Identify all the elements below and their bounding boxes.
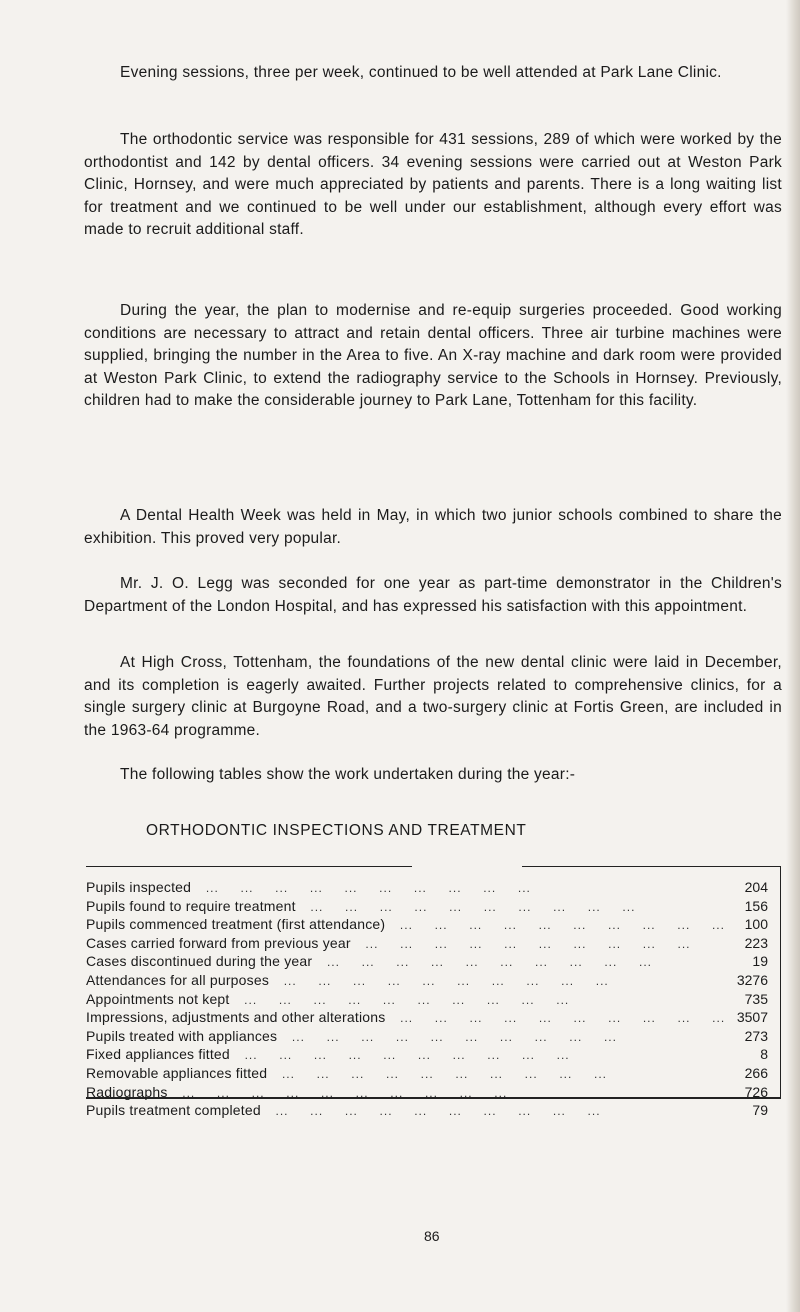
- paragraph-tables-intro: The following tables show the work undertaken during the year:-: [120, 766, 576, 783]
- dot-leader: ... ... ... ... ... ... ... ... ... ...: [173, 1085, 508, 1100]
- table-row: [86, 1046, 780, 1065]
- row-value: 735: [744, 990, 768, 1007]
- row-label: Pupils found to require treatment: [86, 897, 296, 914]
- row-value: 3507: [736, 1009, 768, 1026]
- row-label: Cases discontinued during the year: [86, 953, 313, 970]
- row-label: Pupils treated with appliances: [86, 1027, 278, 1044]
- page-edge-shadow: [786, 0, 800, 1312]
- row-value: 223: [744, 934, 768, 951]
- row-label: Appointments not kept: [86, 990, 230, 1007]
- paragraph-modernise-surgeries: During the year, the plan to modernise and re-equip surgeries proceeded. Good working conditions are necessary to attract and retain dental officers. Three air turbine machines were supplied, bringing the number in the Area to five. An X-ray machine and dark room were provided at Weston Park Clinic, to extend the radiography service to the Schools in Hornsey. Previously, children had to make the considerable journey to Park Lane, Tottenham for this facility.: [84, 302, 782, 409]
- table-border-gap: [412, 864, 522, 869]
- row-value: 79: [752, 1102, 768, 1119]
- dot-leader: ... ... ... ... ... ... ... ... ... ...: [197, 881, 531, 895]
- dot-leader: ... ... ... ... ... ... ... ... ... ...: [235, 1048, 570, 1063]
- dot-leader: ... ... ... ... ... ... ... ... ... ...: [235, 992, 570, 1007]
- row-label: Fixed appliances fitted: [86, 1046, 230, 1063]
- row-label: Attendances for all purposes: [86, 971, 270, 988]
- orthodontic-table: [86, 866, 781, 1119]
- row-value: 273: [744, 1027, 768, 1044]
- row-label: Cases carried forward from previous year: [86, 934, 351, 951]
- dot-leader: ... ... ... ... ... ... ... ... ... ...: [356, 936, 691, 951]
- row-label: Pupils commenced treatment (first attendance): [86, 916, 386, 933]
- dot-leader: ... ... ... ... ... ... ... ... ... ...: [275, 973, 609, 988]
- dot-leader: ... ... ... ... ... ... ... ... ... ...: [301, 899, 636, 914]
- table-row: [86, 879, 780, 898]
- table-row: [86, 1009, 780, 1028]
- table-rows: [86, 879, 780, 1121]
- table-row: [86, 1102, 780, 1121]
- table-row: [86, 972, 780, 991]
- table-row: [86, 991, 780, 1010]
- row-value: 100: [744, 916, 768, 933]
- dot-leader: ... ... ... ... ... ... ... ... ... ...: [273, 1066, 608, 1081]
- row-value: 204: [744, 879, 768, 895]
- table-row: [86, 1084, 780, 1103]
- row-value: 266: [744, 1064, 768, 1081]
- dot-leader: ... ... ... ... ... ... ... ... ... ...: [318, 955, 652, 970]
- dot-leader: ... ... ... ... ... ... ... ... ... ...: [283, 1029, 617, 1044]
- row-label: Radiographs: [86, 1083, 168, 1100]
- paragraph-orthodontic-service: The orthodontic service was responsible for 431 sessions, 289 of which were worked by the orthodontist and 142 by dental officers. 34 evening sessions were carried out at Weston Park Clinic, Hornsey, and were much appreciated by patients and parents. There is a long waiting list for treatment and we continued to be well under our establishment, although every effort was made to recruit additional staff.: [84, 131, 782, 238]
- paragraph-dental-health-week: A Dental Health Week was held in May, in which two junior schools combined to share the exhibition. This proved very popular.: [84, 507, 782, 547]
- row-value: 19: [752, 953, 768, 970]
- paragraph-high-cross-clinic: At High Cross, Tottenham, the foundations of the new dental clinic were laid in December, and its completion is eagerly awaited. Further projects related to comprehensive clinics, for a single surgery clinic at Burgoyne Road, and a two-surgery clinic at Fortis Green, are included in the 1963-64 programme.: [84, 654, 782, 739]
- row-label: Removable appliances fitted: [86, 1064, 268, 1081]
- table-row: [86, 1065, 780, 1084]
- row-value: 8: [760, 1046, 768, 1063]
- row-label: Impressions, adjustments and other alterations: [86, 1009, 386, 1026]
- page-number: 86: [424, 1228, 440, 1244]
- paragraph-legg-secondment: Mr. J. O. Legg was seconded for one year as part-time demonstrator in the Children's Department of the London Hospital, and has expressed his satisfaction with this appointment.: [84, 575, 782, 615]
- table-row: [86, 953, 780, 972]
- row-value: 156: [744, 897, 768, 914]
- row-value: 726: [744, 1083, 768, 1100]
- table-row: [86, 916, 780, 935]
- table-heading: ORTHODONTIC INSPECTIONS AND TREATMENT: [146, 822, 527, 839]
- dot-leader: ... ... ... ... ... ... ... ... ... ...: [391, 1011, 726, 1026]
- paragraph-evening-sessions: Evening sessions, three per week, continued to be well attended at Park Lane Clinic.: [120, 64, 722, 81]
- table-row: [86, 1028, 780, 1047]
- row-label: Pupils inspected: [86, 879, 192, 895]
- dot-leader: ... ... ... ... ... ... ... ... ... ...: [266, 1104, 601, 1119]
- row-value: 3276: [736, 971, 768, 988]
- dot-leader: ... ... ... ... ... ... ... ... ... ...: [391, 918, 725, 933]
- table-row: [86, 935, 780, 954]
- table-row: [86, 898, 780, 917]
- row-label: Pupils treatment completed: [86, 1102, 261, 1119]
